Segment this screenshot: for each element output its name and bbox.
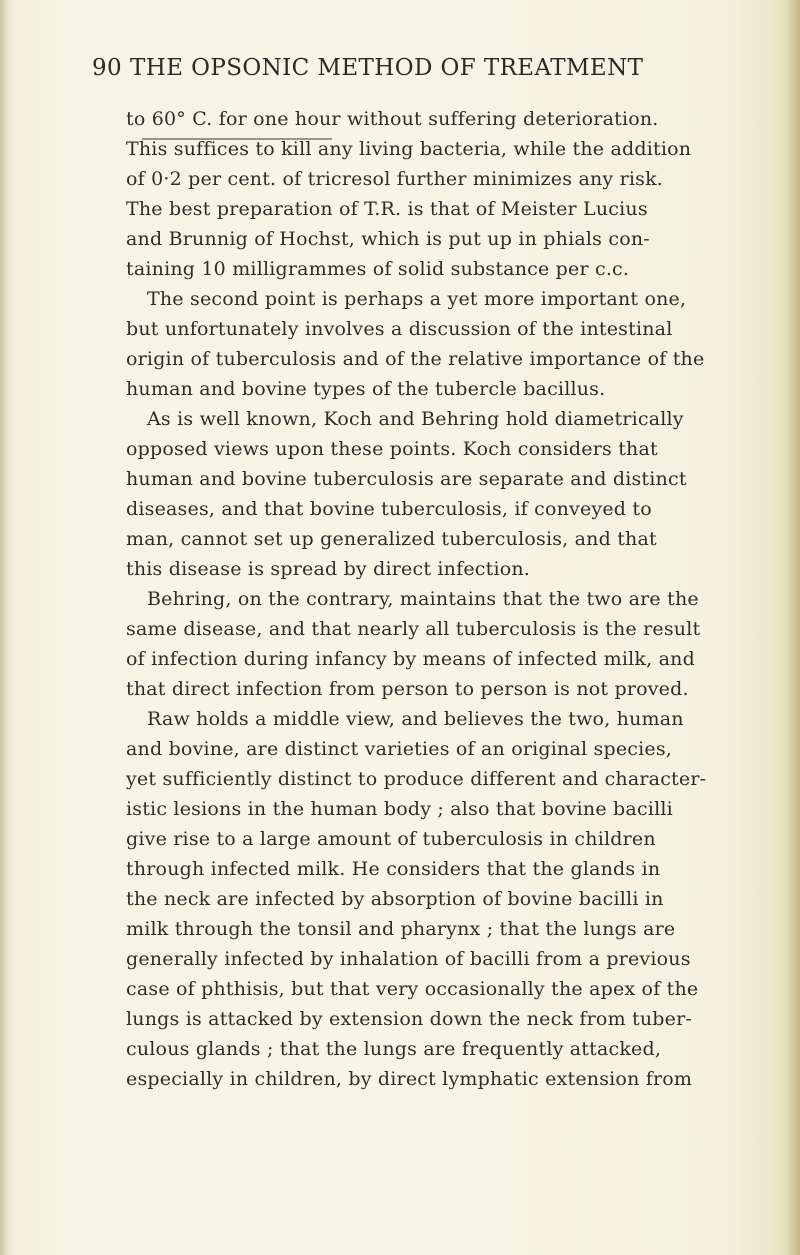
text-line: the neck are infected by absorption of bovine bacilli in — [126, 888, 664, 910]
text-line: This suffices to kill any living bacteria, while the addition — [126, 138, 692, 160]
text-line: Behring, on the contrary, maintains that the two are the — [147, 588, 699, 610]
text-line: but unfortunately involves a discussion of the intestinal — [126, 318, 673, 340]
running-head — [92, 55, 752, 89]
text-line: to 60° C. for one hour without suffering deterioration. — [126, 108, 659, 130]
text-line: The second point is perhaps a yet more important one, — [147, 288, 687, 310]
text-line: human and bovine types of the tubercle bacillus. — [126, 378, 606, 400]
text-line: and bovine, are distinct varieties of an original species, — [126, 738, 673, 760]
text-line: same disease, and that nearly all tuberculosis is the result — [126, 618, 701, 640]
text-line: man, cannot set up generalized tuberculosis, and that — [126, 528, 657, 550]
text-line: The best preparation of T.R. is that of Meister Lucius — [126, 198, 648, 220]
text-line: of 0·2 per cent. of tricresol further minimizes any risk. — [126, 168, 664, 190]
text-line: give rise to a large amount of tuberculosis in children — [126, 828, 656, 850]
text-line: case of phthisis, but that very occasionally the apex of the — [126, 978, 699, 1000]
text-line: especially in children, by direct lymphatic extension from — [126, 1068, 693, 1090]
text-line: generally infected by inhalation of bacilli from a previous — [126, 948, 691, 970]
text-line: that direct infection from person to person is not proved. — [126, 678, 689, 700]
text-line: and Brunnig of Hochst, which is put up in phials con- — [126, 228, 650, 250]
text-line: milk through the tonsil and pharynx ; that the lungs are — [126, 918, 676, 940]
text-line: istic lesions in the human body ; also that bovine bacilli — [126, 798, 673, 820]
page-number: 90 — [92, 55, 123, 81]
text-line: through infected milk. He considers that the glands in — [126, 858, 661, 880]
page-edge — [788, 0, 800, 1255]
text-line: As is well known, Koch and Behring hold diametrically — [147, 408, 684, 430]
text-line: lungs is attacked by extension down the neck from tuber- — [126, 1008, 693, 1030]
text-line: yet sufficiently distinct to produce different and character- — [126, 768, 707, 790]
text-line: of infection during infancy by means of infected milk, and — [126, 648, 695, 670]
text-line: diseases, and that bovine tuberculosis, if conveyed to — [126, 498, 652, 520]
running-title: THE OPSONIC METHOD OF TREATMENT — [130, 55, 644, 81]
text-line: culous glands ; that the lungs are frequently attacked, — [126, 1038, 662, 1060]
text-line: opposed views upon these points. Koch considers that — [126, 438, 658, 460]
text-line: taining 10 milligrammes of solid substance per c.c. — [126, 258, 630, 280]
text-line: origin of tuberculosis and of the relative importance of the — [126, 348, 705, 370]
page-gutter-shadow — [0, 0, 14, 1255]
text-line: human and bovine tuberculosis are separate and distinct — [126, 468, 687, 490]
text-line: Raw holds a middle view, and believes the two, human — [147, 708, 684, 730]
text-line: this disease is spread by direct infection. — [126, 558, 531, 580]
